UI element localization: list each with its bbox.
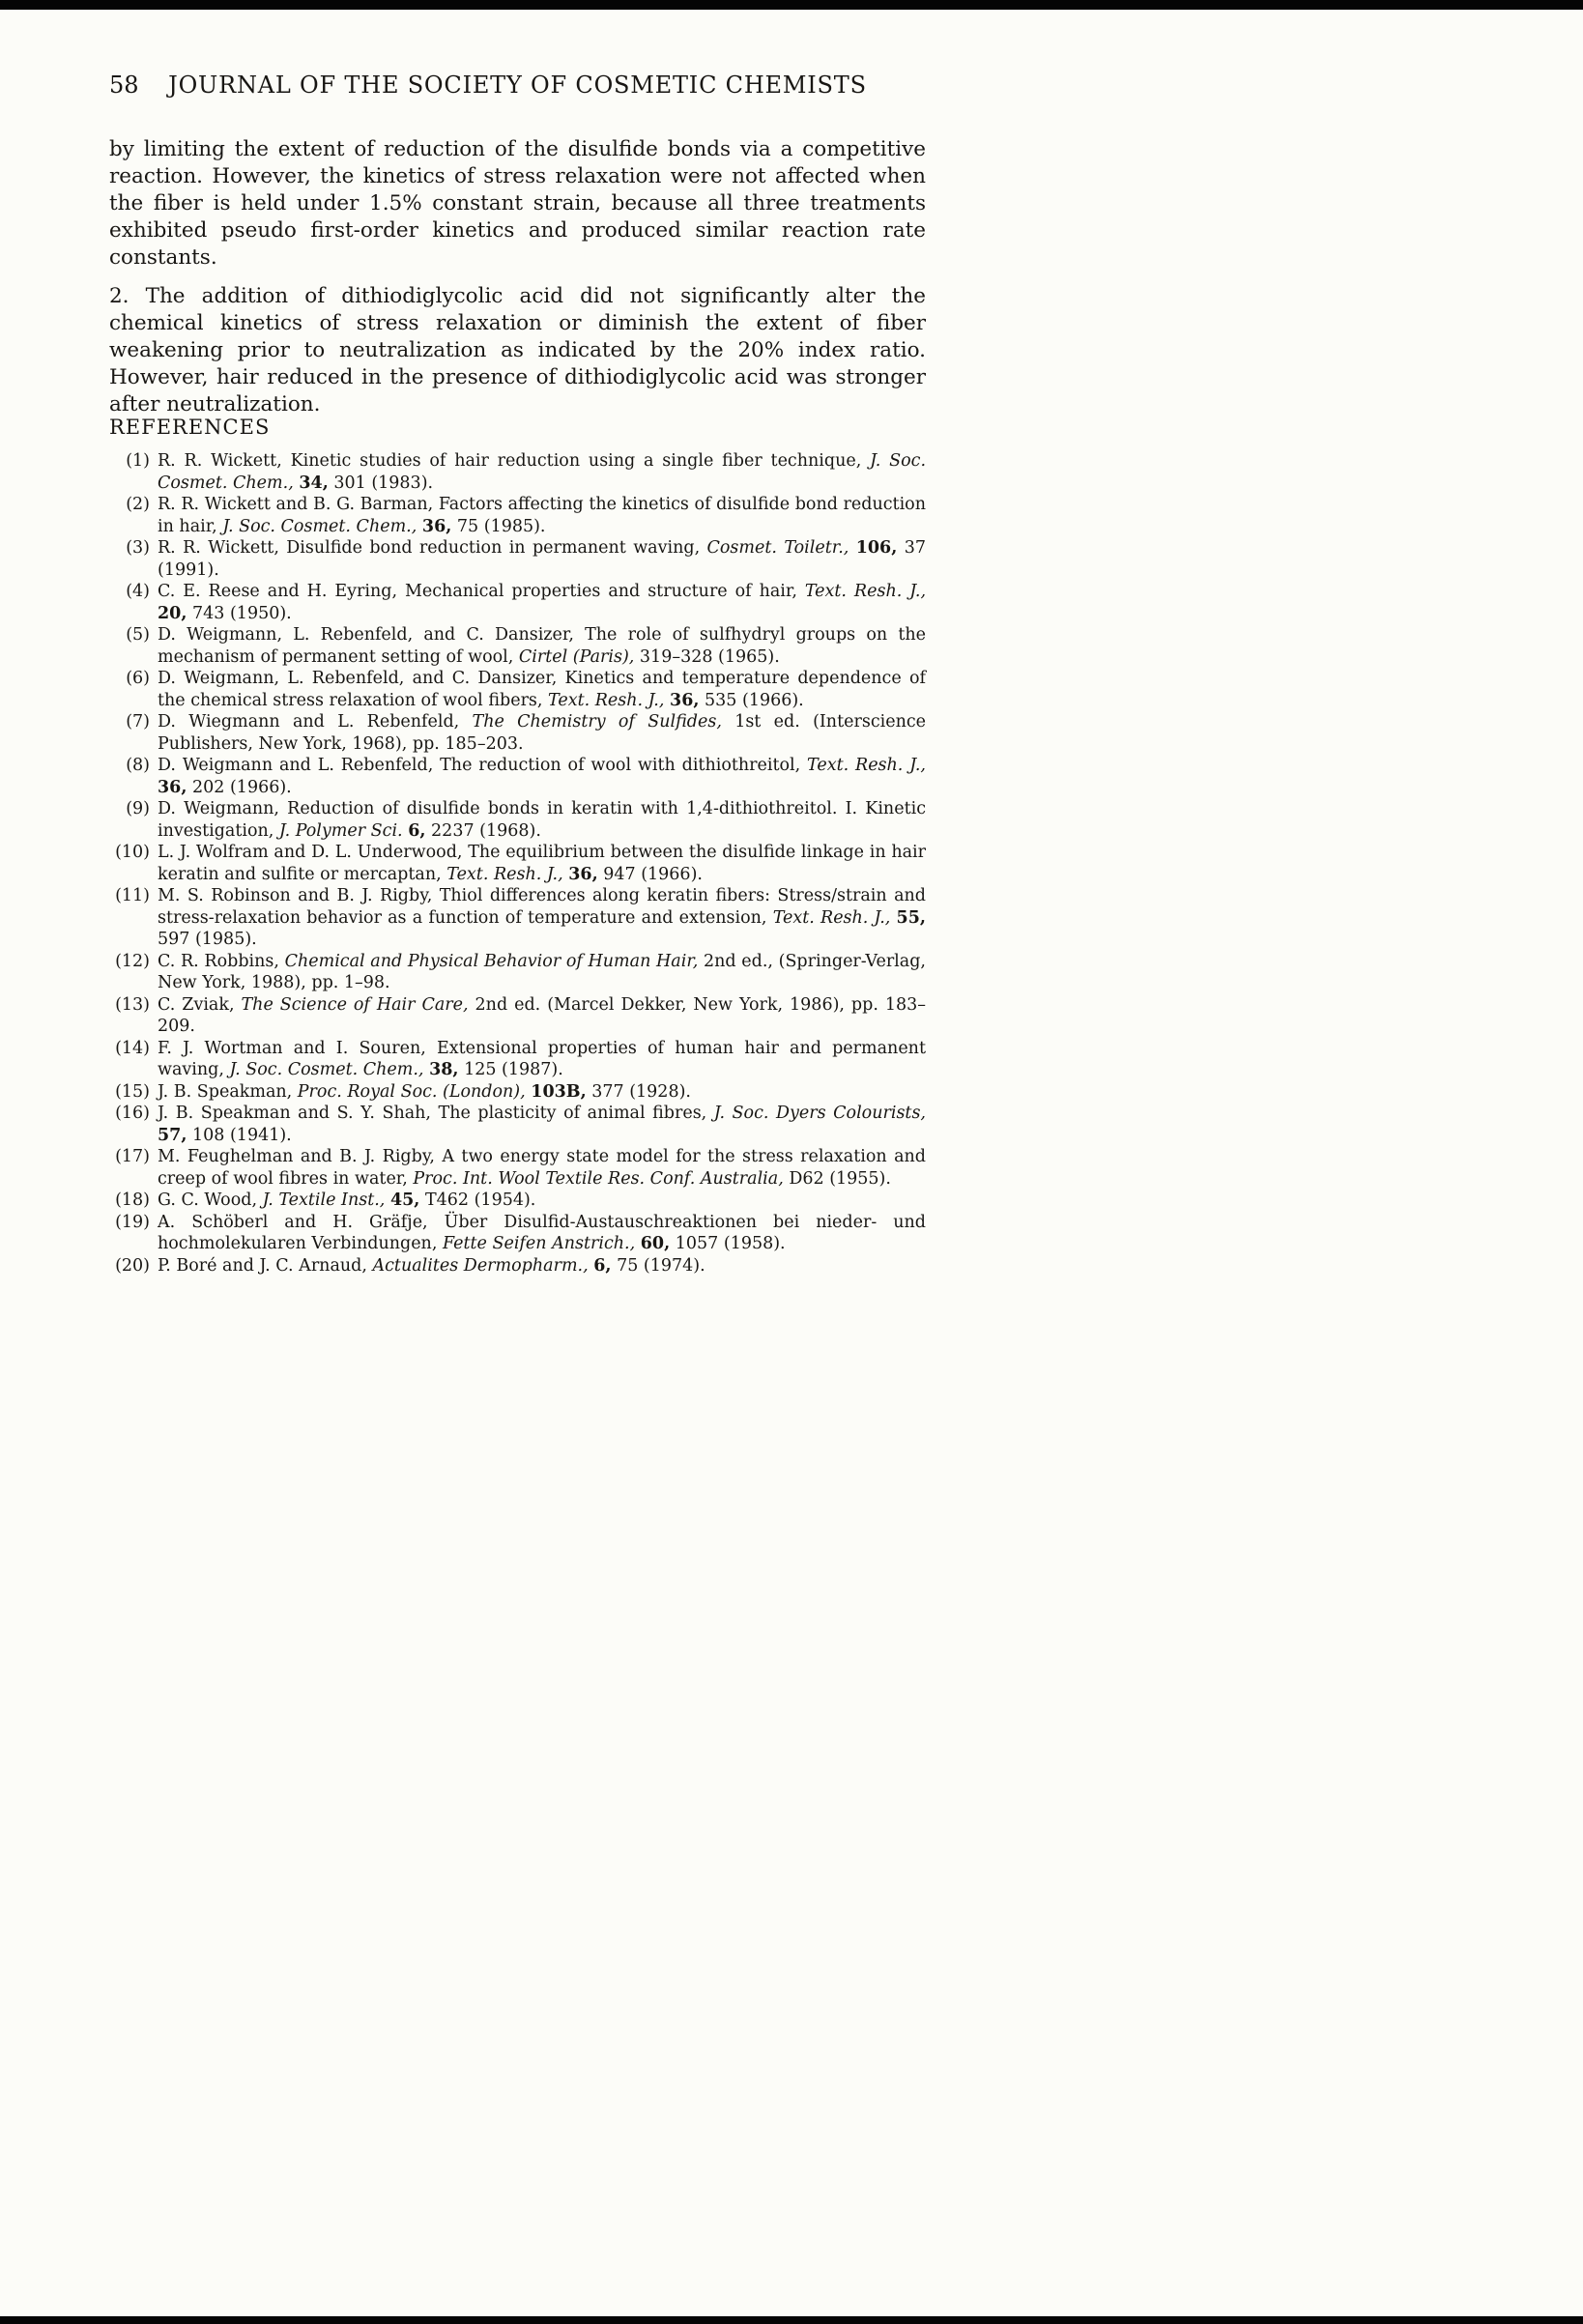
reference-segment: 36, [158,777,187,797]
reference-segment: Text. Resh. J., [446,864,563,884]
reference-text [158,1213,926,1254]
reference-item [109,1255,926,1277]
reference-item [109,994,926,1038]
reference-segment: 34, [299,473,329,493]
reference-segment: Proc. Royal Soc. (London), [297,1081,526,1102]
reference-label: (16) [115,1104,150,1123]
reference-segment: Cosmet. Toiletr., [706,538,849,558]
reference-segment: J. Soc. Cosmet. Chem., [229,1060,424,1079]
reference-label: (17) [115,1147,150,1166]
reference-segment: P. Boré and J. C. Arnaud, [158,1255,373,1276]
reference-item [109,1103,926,1146]
reference-text [158,1104,926,1145]
reference-segment: 45, [389,1191,420,1210]
reference-text [158,886,926,949]
reference-segment: 2237 (1968). [425,820,541,841]
reference-segment: 319–328 (1965). [634,646,780,667]
reference-segment: 1st ed. (Interscience Publishers, New York, 1968), pp. 185–203. [158,712,927,754]
body-paragraph: 2. The addition of dithiodiglycolic acid did not significantly alter the chemical kinetics of stress relaxation or diminish the extent of fiber weakening prior to neutralization as indicated by the 20% index ratio. However, hair reduced in the presence of dithiodiglycolic acid was stronger after neutralization. [109,284,926,416]
reference-item [109,537,926,581]
reference-segment: J. B. Speakman and S. Y. Shah, The plasticity of animal fibres, [158,1104,714,1123]
reference-segment: Actualites Dermopharm., [372,1255,589,1276]
reference-label: (8) [126,756,150,775]
reference-text [158,712,926,754]
reference-segment: Text. Resh. J., [807,756,926,775]
reference-segment: 108 (1941). [187,1125,292,1145]
reference-segment: 106, [855,538,898,558]
reference-segment: R. R. Wickett and B. G. Barman, Factors affecting the kinetics of disulfide bond reduction in hair, [158,495,926,536]
reference-segment: J. Soc. Cosmet. Chem., [158,451,927,493]
reference-item [109,1212,926,1255]
reference-item [109,1190,926,1212]
reference-segment: C. E. Reese and H. Eyring, Mechanical properties and structure of hair, [158,582,805,601]
reference-text [158,1039,926,1080]
reference-segment: Text. Resh. J., [772,907,891,928]
reference-segment: 377 (1928). [586,1081,691,1102]
reference-segment: 301 (1983). [328,473,434,493]
reference-label: (7) [126,712,150,732]
reference-item [109,885,926,951]
reference-text [158,799,926,841]
reference-segment: 75 (1974). [611,1255,705,1276]
references-heading: REFERENCES [109,416,271,439]
body-text [109,136,926,430]
reference-segment: 2nd ed. (Marcel Dekker, New York, 1986), pp. 183–209. [158,994,927,1036]
reference-segment: 6, [408,820,426,841]
reference-segment: 20, [158,603,187,623]
reference-label: (5) [126,625,150,645]
reference-label: (15) [115,1081,150,1102]
reference-list [109,450,926,1277]
reference-segment: Chemical and Physical Behavior of Human Hair, [284,951,699,971]
reference-segment: L. J. Wolfram and D. L. Underwood, The equilibrium between the disulfide linkage in hair keratin and sulfite or mercaptan, [158,843,926,884]
reference-segment: D. Weigmann, Reduction of disulfide bonds in keratin with 1,4-dithiothreitol. I. Kinetic investigation, [158,799,926,841]
reference-segment: The Chemistry of Sulfides, [472,712,722,732]
reference-text [158,1082,691,1102]
reference-segment: J. Textile Inst., [262,1191,386,1210]
reference-item [109,755,926,798]
reference-segment: D62 (1955). [783,1168,891,1189]
reference-segment: 202 (1966). [187,777,292,797]
reference-segment: 597 (1985). [158,930,257,949]
reference-segment: 57, [158,1125,187,1145]
journal-title: JOURNAL OF THE SOCIETY OF COSMETIC CHEMISTS [168,72,867,99]
reference-segment: Fette Seifen Anstrich., [442,1234,636,1253]
reference-label: (11) [115,886,150,905]
reference-segment: D. Wiegmann and L. Rebenfeld, [158,712,473,732]
reference-segment: 36, [568,864,598,884]
reference-item [109,668,926,711]
reference-item [109,581,926,624]
reference-text [158,1191,535,1210]
reference-segment: J. Soc. Dyers Colourists, [713,1104,926,1123]
reference-item [109,798,926,842]
reference-item [109,624,926,668]
reference-label: (10) [115,843,150,862]
reference-segment: J. B. Speakman, [158,1081,298,1102]
reference-label: (6) [126,669,150,688]
reference-segment: M. S. Robinson and B. J. Rigby, Thiol differences along keratin fibers: Stress/strain and stress-relaxation behavior as a function of temperature and extension, [158,886,926,928]
reference-label: (4) [126,582,150,601]
reference-segment: A. Schöberl and H. Gräfje, Über Disulfid-Austauschreaktionen bei nieder- und hochmolekularen Verbindungen, [158,1212,926,1253]
reference-label: (14) [115,1038,150,1058]
reference-item [109,1081,926,1104]
reference-item [109,711,926,755]
scan-edge-bottom [0,2316,1583,2324]
reference-segment: 36, [421,516,452,536]
reference-segment: 535 (1966). [699,690,804,710]
reference-label: (3) [126,538,150,558]
reference-label: (18) [115,1191,150,1210]
reference-item [109,842,926,885]
reference-text [158,756,926,797]
reference-segment: 60, [640,1234,671,1253]
reference-item [109,450,926,494]
reference-segment: The Science of Hair Care, [241,994,469,1015]
reference-text [158,669,926,710]
reference-label: (19) [115,1212,150,1232]
reference-item [109,951,926,994]
reference-label: (1) [126,451,150,471]
reference-segment: 36, [670,690,700,710]
reference-segment: C. R. Robbins, [158,951,285,971]
page-number: 58 [109,72,139,99]
reference-segment: F. J. Wortman and I. Souren, Extensional properties of human hair and permanent waving, [158,1038,926,1079]
reference-text [158,1147,926,1189]
reference-segment: 37 (1991). [158,538,926,580]
reference-label: (2) [126,495,150,514]
reference-segment: 103B, [531,1081,587,1102]
reference-segment: 743 (1950). [187,603,292,623]
reference-segment: M. Feughelman and B. J. Rigby, A two energy state model for the stress relaxation and creep of wool fibres in water, [158,1147,926,1189]
reference-segment: G. C. Wood, [158,1191,263,1210]
reference-label: (9) [126,799,150,818]
reference-segment: D. Weigmann and L. Rebenfeld, The reduction of wool with dithiothreitol, [158,756,808,775]
reference-label: (20) [115,1255,150,1276]
reference-text [158,952,926,993]
reference-segment [849,538,855,558]
reference-label: (13) [115,994,150,1015]
reference-segment: R. R. Wickett, Kinetic studies of hair reduction using a single fiber technique, [158,451,871,471]
reference-text [158,995,926,1037]
reference-label: (12) [115,951,150,971]
reference-segment: Proc. Int. Wool Textile Res. Conf. Australia, [413,1168,784,1189]
reference-segment: J. Polymer Sci. [278,820,403,841]
reference-segment: D. Weigmann, L. Rebenfeld, and C. Dansizer, Kinetics and temperature dependence of the chemical stress relaxation of wool fibers, [158,669,926,710]
body-paragraph: by limiting the extent of reduction of the disulfide bonds via a competitive reaction. However, the kinetics of stress relaxation were not affected when the fiber is held under 1.5% constant strain, because all three treatments exhibited pseudo first-order kinetics and produced similar reaction rate constants. [109,137,926,270]
scan-edge-top [0,0,1583,10]
reference-text [158,495,926,536]
reference-segment: 947 (1966). [597,864,703,884]
reference-segment: R. R. Wickett, Disulfide bond reduction in permanent waving, [158,538,707,558]
reference-item [109,494,926,537]
reference-item [109,1038,926,1081]
reference-segment: 1057 (1958). [670,1234,786,1253]
reference-text [158,1256,705,1276]
reference-text [158,451,926,493]
reference-text [158,538,926,580]
reference-segment: Text. Resh. J., [804,582,927,601]
reference-segment: 75 (1985). [451,516,546,536]
reference-segment: 38, [429,1060,459,1079]
reference-segment: C. Zviak, [158,994,242,1015]
reference-text [158,843,926,884]
reference-segment: Cirtel (Paris), [518,646,635,667]
reference-segment: 6, [593,1255,612,1276]
reference-segment: 55, [896,907,926,928]
reference-item [109,1146,926,1190]
reference-text [158,625,926,667]
reference-segment: 2nd ed., (Springer-Verlag, New York, 1988), pp. 1–98. [158,951,926,992]
reference-text [158,582,926,623]
reference-segment: T462 (1954). [419,1191,536,1210]
reference-segment: 125 (1987). [458,1060,563,1079]
reference-segment: Text. Resh. J., [548,690,665,710]
reference-segment: D. Weigmann, L. Rebenfeld, and C. Dansizer, The role of sulfhydryl groups on the mechanism of permanent setting of wool, [158,625,926,667]
reference-segment: J. Soc. Cosmet. Chem., [222,516,417,536]
page-header [109,72,926,99]
